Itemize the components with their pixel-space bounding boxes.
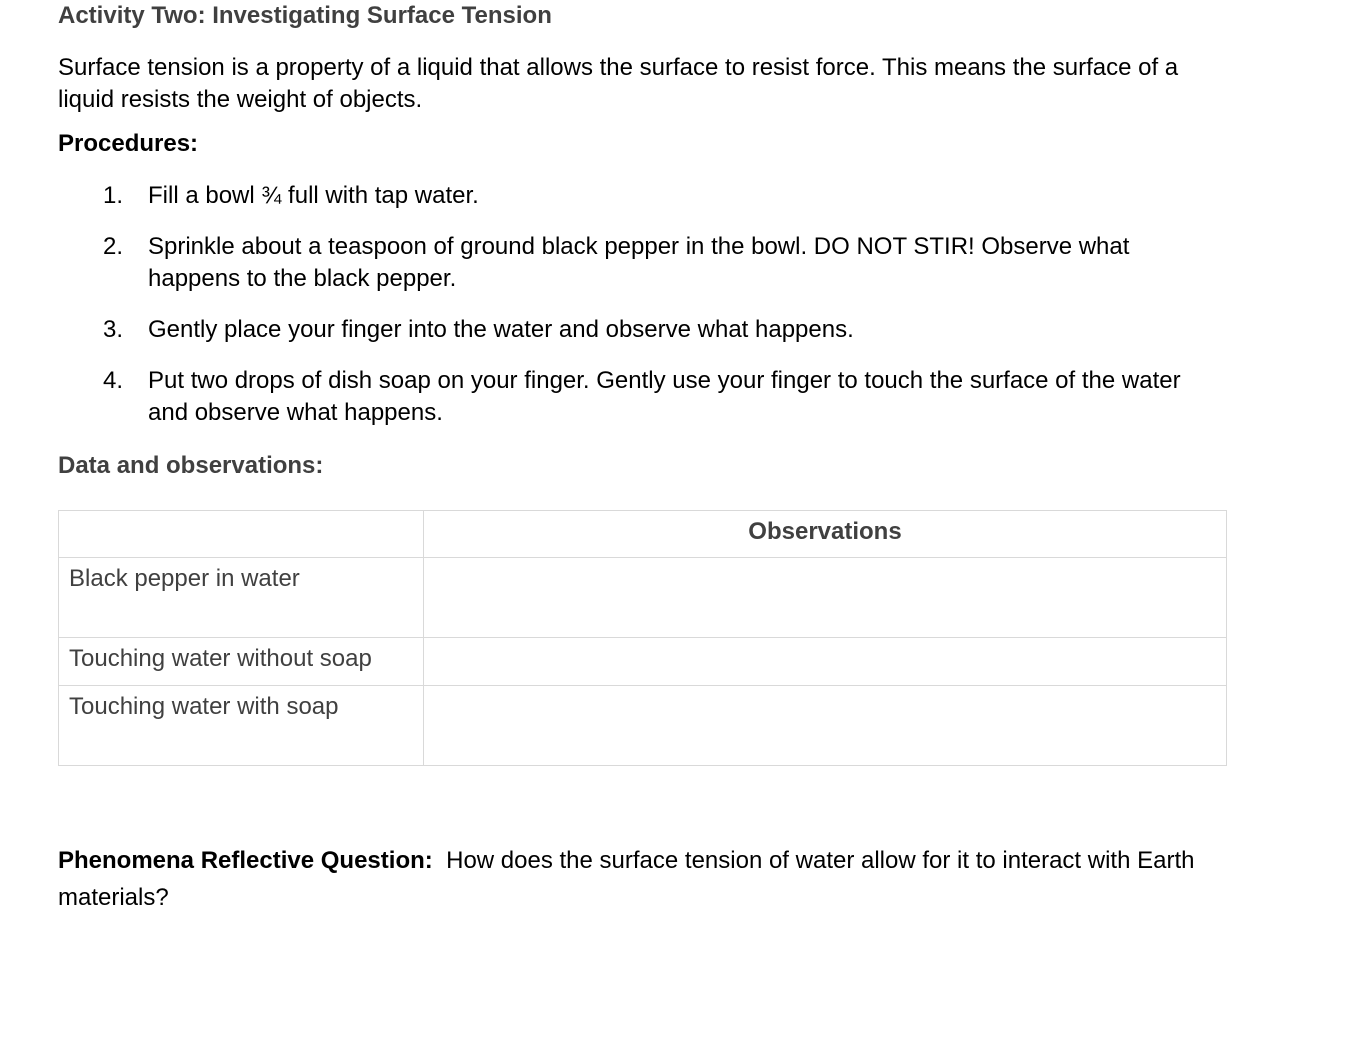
question-text: How does the surface tension of water allow for it to interact with Earth materials? bbox=[58, 847, 1195, 911]
observation-text bbox=[424, 638, 1226, 644]
table-row bbox=[59, 558, 1227, 638]
procedure-steps bbox=[58, 180, 1228, 448]
observation-text bbox=[424, 686, 1226, 692]
row-label-cell bbox=[59, 558, 424, 638]
observations-table bbox=[58, 510, 1227, 766]
row-label: Touching water without soap bbox=[69, 645, 372, 672]
procedure-step-4 bbox=[58, 365, 1228, 429]
row-label-cell bbox=[59, 638, 424, 686]
procedure-step-2 bbox=[58, 231, 1228, 295]
step-text: Sprinkle about a teaspoon of ground black pepper in the bowl. DO NOT STIR! Observe what happens to the black pepper. bbox=[148, 233, 1130, 292]
step-number: 1. bbox=[103, 182, 124, 209]
procedure-step-3 bbox=[58, 314, 1228, 346]
procedures-heading: Procedures: bbox=[58, 130, 199, 157]
step-number: 3. bbox=[103, 316, 124, 343]
observation-cell[interactable] bbox=[424, 558, 1227, 638]
table-row bbox=[59, 638, 1227, 686]
observation-cell[interactable] bbox=[424, 686, 1227, 766]
table-row bbox=[59, 686, 1227, 766]
row-label: Touching water with soap bbox=[69, 693, 339, 720]
step-text: Put two drops of dish soap on your finger. Gently use your finger to touch the surface of the water and observe what happens. bbox=[148, 367, 1181, 426]
observation-cell[interactable] bbox=[424, 638, 1227, 686]
table-header-cell bbox=[59, 511, 424, 558]
step-number: 2. bbox=[103, 233, 124, 260]
procedure-step-1 bbox=[58, 180, 1228, 212]
question-label: Phenomena Reflective Question: bbox=[58, 847, 433, 874]
step-number: 4. bbox=[103, 367, 124, 394]
row-label-cell bbox=[59, 686, 424, 766]
table-header-cell: Observations bbox=[424, 511, 1227, 558]
observation-text bbox=[424, 558, 1226, 564]
row-label: Black pepper in water bbox=[69, 565, 300, 592]
table-header-row bbox=[59, 511, 1227, 558]
intro-paragraph: Surface tension is a property of a liquid that allows the surface to resist force. This means the surface of a liquid resists the weight of objects. bbox=[58, 54, 1179, 113]
data-observations-heading: Data and observations: bbox=[58, 452, 324, 479]
reflective-question bbox=[58, 842, 1223, 916]
step-text: Fill a bowl ¾ full with tap water. bbox=[148, 182, 479, 209]
activity-title: Activity Two: Investigating Surface Tension bbox=[58, 2, 552, 29]
step-text: Gently place your finger into the water and observe what happens. bbox=[148, 316, 854, 343]
